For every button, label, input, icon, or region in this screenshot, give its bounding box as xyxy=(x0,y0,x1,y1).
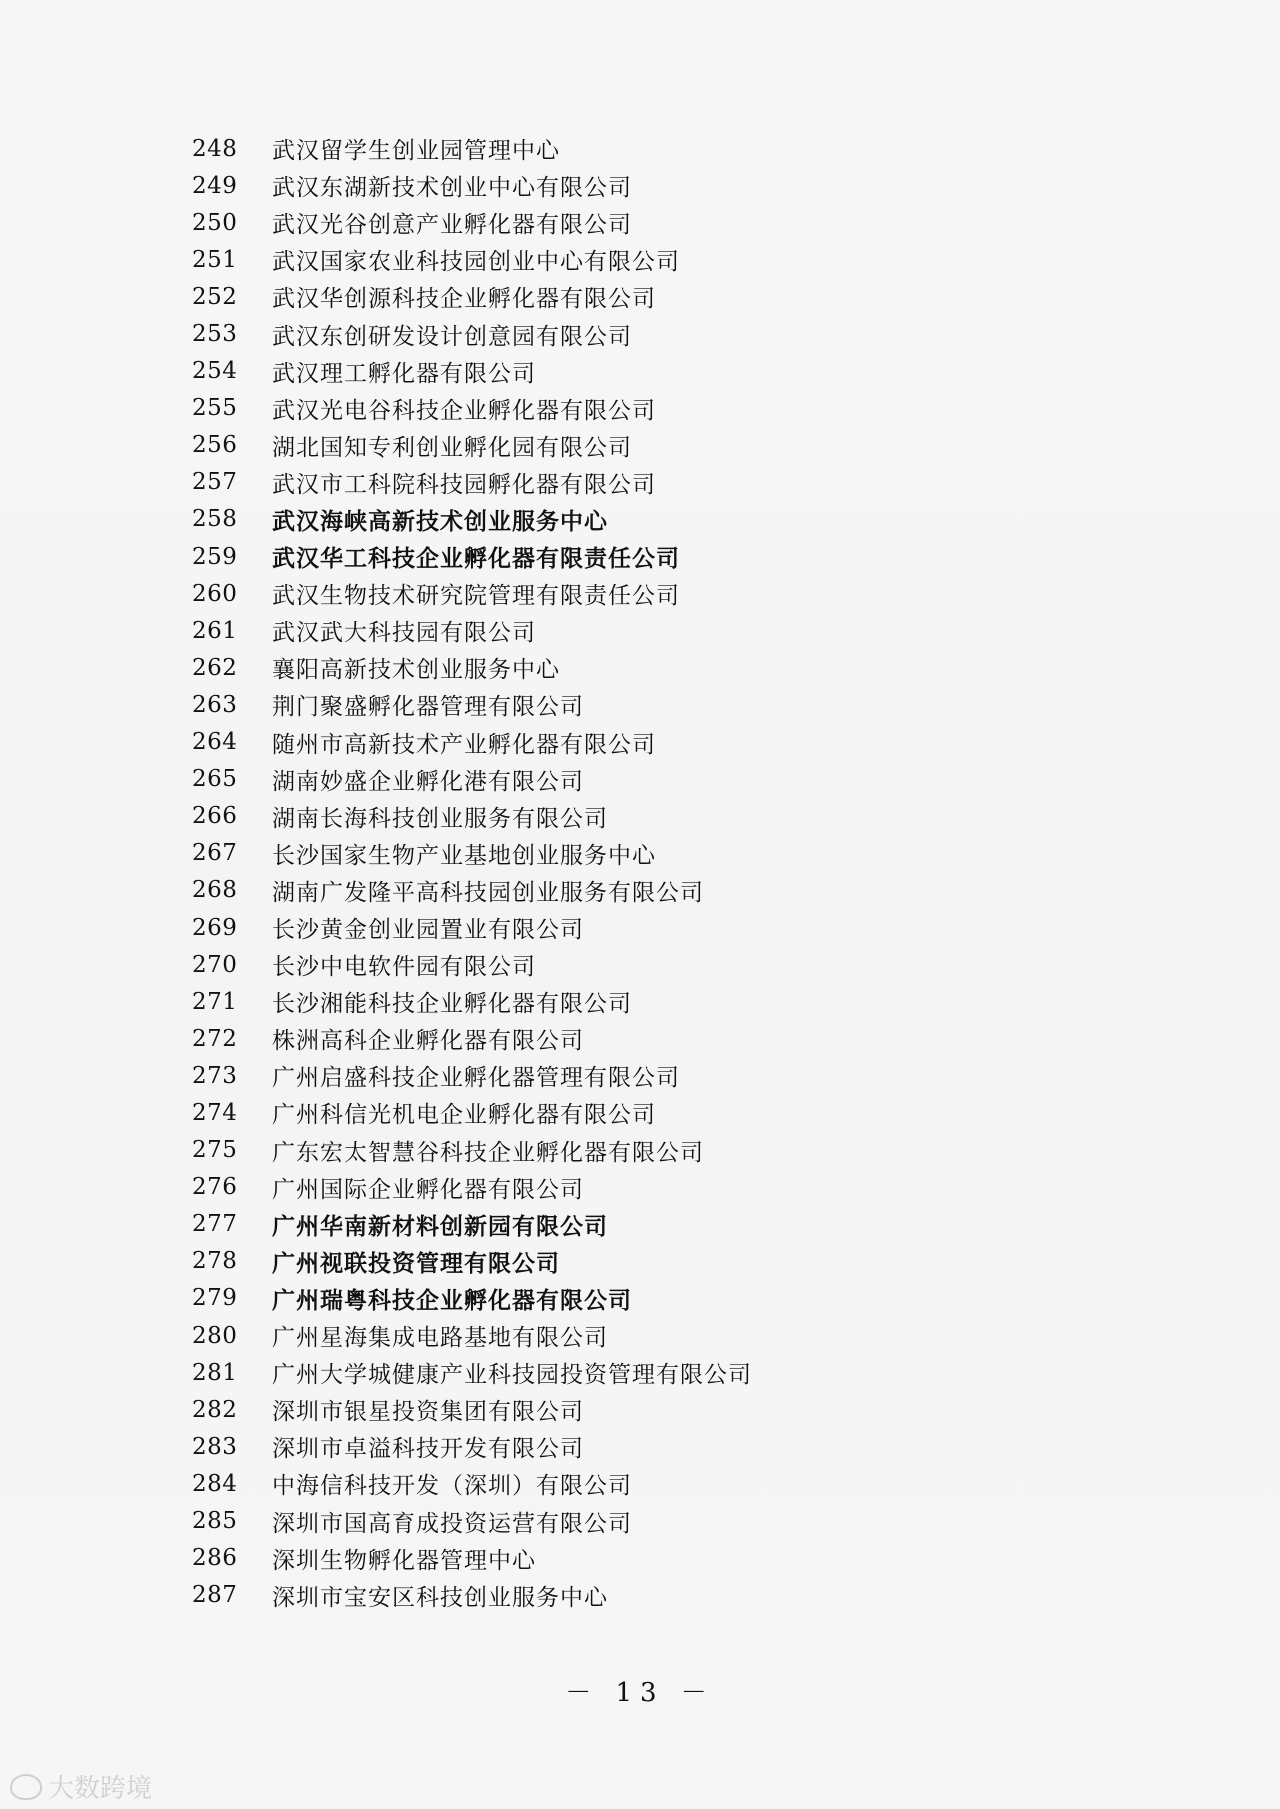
item-number: 267 xyxy=(192,840,238,867)
item-name: 武汉国家农业科技园创业中心有限公司 xyxy=(272,249,680,276)
list-item xyxy=(192,427,1092,464)
item-number: 249 xyxy=(192,172,238,199)
item-number: 279 xyxy=(192,1285,238,1312)
item-number: 285 xyxy=(192,1508,238,1535)
item-number: 273 xyxy=(192,1062,238,1089)
item-number: 265 xyxy=(192,766,238,793)
list-item xyxy=(192,612,1092,649)
list-item xyxy=(192,649,1092,686)
item-number: 256 xyxy=(192,432,238,459)
item-number: 251 xyxy=(192,246,238,273)
list-item xyxy=(192,390,1092,427)
list-item xyxy=(192,1280,1092,1317)
item-number: 271 xyxy=(192,988,238,1015)
item-name: 湖南妙盛企业孵化港有限公司 xyxy=(272,768,584,795)
list-item xyxy=(192,575,1092,612)
item-name: 武汉东湖新技术创业中心有限公司 xyxy=(272,175,632,202)
list-item xyxy=(192,167,1092,204)
list-item xyxy=(192,724,1092,761)
item-name: 武汉武大科技园有限公司 xyxy=(272,620,536,647)
list-item xyxy=(192,798,1092,835)
item-name: 深圳市国高育成投资运营有限公司 xyxy=(272,1510,632,1537)
list-item xyxy=(192,909,1092,946)
item-name: 广州视联投资管理有限公司 xyxy=(272,1250,560,1277)
list-item xyxy=(192,315,1092,352)
item-name: 武汉光电谷科技企业孵化器有限公司 xyxy=(272,397,656,424)
item-name: 武汉市工科院科技园孵化器有限公司 xyxy=(272,471,656,498)
item-number: 252 xyxy=(192,283,238,310)
item-name: 广州国际企业孵化器有限公司 xyxy=(272,1176,584,1203)
list-item xyxy=(192,1354,1092,1391)
item-number: 274 xyxy=(192,1099,238,1126)
item-number: 282 xyxy=(192,1396,238,1423)
item-name: 襄阳高新技术创业服务中心 xyxy=(272,657,560,684)
item-name: 武汉东创研发设计创意园有限公司 xyxy=(272,323,632,350)
list-item xyxy=(192,1094,1092,1131)
list-item xyxy=(192,1577,1092,1614)
list-item xyxy=(192,1540,1092,1577)
item-number: 270 xyxy=(192,951,238,978)
list-item xyxy=(192,1243,1092,1280)
item-number: 250 xyxy=(192,209,238,236)
list-item xyxy=(192,204,1092,241)
watermark-text: 大数跨境 xyxy=(48,1774,153,1804)
item-number: 280 xyxy=(192,1322,238,1349)
item-name: 武汉华工科技企业孵化器有限责任公司 xyxy=(272,546,680,573)
list-item xyxy=(192,278,1092,315)
item-name: 中海信科技开发（深圳）有限公司 xyxy=(272,1473,632,1500)
list-item xyxy=(192,1169,1092,1206)
list-item xyxy=(192,1206,1092,1243)
list-item xyxy=(192,538,1092,575)
item-number: 284 xyxy=(192,1470,238,1497)
list-item xyxy=(192,1132,1092,1169)
item-name: 广州科信光机电企业孵化器有限公司 xyxy=(272,1102,656,1129)
item-number: 287 xyxy=(192,1582,238,1609)
list-item xyxy=(192,241,1092,278)
item-name: 深圳生物孵化器管理中心 xyxy=(272,1547,536,1574)
item-name: 随州市高新技术产业孵化器有限公司 xyxy=(272,731,656,758)
item-number: 262 xyxy=(192,654,238,681)
item-number: 257 xyxy=(192,469,238,496)
item-name: 长沙黄金创业园置业有限公司 xyxy=(272,917,584,944)
list-item xyxy=(192,1020,1092,1057)
item-number: 277 xyxy=(192,1211,238,1238)
item-name: 长沙湘能科技企业孵化器有限公司 xyxy=(272,991,632,1018)
item-number: 281 xyxy=(192,1359,238,1386)
item-name: 武汉留学生创业园管理中心 xyxy=(272,138,560,165)
item-name: 广州星海集成电路基地有限公司 xyxy=(272,1325,608,1352)
watermark-logo-icon xyxy=(10,1774,42,1800)
item-number: 269 xyxy=(192,914,238,941)
list-item xyxy=(192,1428,1092,1465)
list-item xyxy=(192,872,1092,909)
item-name: 深圳市卓溢科技开发有限公司 xyxy=(272,1436,584,1463)
item-number: 276 xyxy=(192,1174,238,1201)
item-name: 武汉海峡高新技术创业服务中心 xyxy=(272,508,608,535)
item-name: 荆门聚盛孵化器管理有限公司 xyxy=(272,694,584,721)
item-number: 286 xyxy=(192,1545,238,1572)
item-name: 深圳市宝安区科技创业服务中心 xyxy=(272,1584,608,1611)
item-number: 255 xyxy=(192,395,238,422)
item-name: 武汉华创源科技企业孵化器有限公司 xyxy=(272,286,656,313)
list-item xyxy=(192,130,1092,167)
item-number: 264 xyxy=(192,729,238,756)
item-number: 283 xyxy=(192,1433,238,1460)
item-name: 长沙国家生物产业基地创业服务中心 xyxy=(272,842,656,869)
page-number: － 13 － xyxy=(565,1678,715,1708)
item-name: 武汉生物技术研究院管理有限责任公司 xyxy=(272,583,680,610)
list-item xyxy=(192,1057,1092,1094)
item-name: 深圳市银星投资集团有限公司 xyxy=(272,1399,584,1426)
list-item xyxy=(192,835,1092,872)
item-number: 275 xyxy=(192,1137,238,1164)
item-name: 广州大学城健康产业科技园投资管理有限公司 xyxy=(272,1362,752,1389)
item-number: 266 xyxy=(192,803,238,830)
item-name: 广州瑞粤科技企业孵化器有限公司 xyxy=(272,1287,632,1314)
item-number: 258 xyxy=(192,506,238,533)
item-name: 武汉光谷创意产业孵化器有限公司 xyxy=(272,212,632,239)
item-number: 272 xyxy=(192,1025,238,1052)
item-name: 武汉理工孵化器有限公司 xyxy=(272,360,536,387)
item-number: 248 xyxy=(192,135,238,162)
item-number: 260 xyxy=(192,580,238,607)
list-item xyxy=(192,761,1092,798)
list-item xyxy=(192,464,1092,501)
item-number: 263 xyxy=(192,691,238,718)
item-number: 254 xyxy=(192,358,238,385)
item-name: 湖南长海科技创业服务有限公司 xyxy=(272,805,608,832)
list-item xyxy=(192,1465,1092,1502)
item-name: 株洲高科企业孵化器有限公司 xyxy=(272,1028,584,1055)
item-name: 湖南广发隆平高科技园创业服务有限公司 xyxy=(272,879,704,906)
incubator-list xyxy=(192,130,1092,1614)
item-number: 268 xyxy=(192,877,238,904)
item-number: 261 xyxy=(192,617,238,644)
item-name: 广州华南新材料创新园有限公司 xyxy=(272,1213,608,1240)
list-item xyxy=(192,983,1092,1020)
item-name: 广东宏太智慧谷科技企业孵化器有限公司 xyxy=(272,1139,704,1166)
item-name: 湖北国知专利创业孵化园有限公司 xyxy=(272,434,632,461)
list-item xyxy=(192,946,1092,983)
list-item xyxy=(192,353,1092,390)
item-number: 253 xyxy=(192,321,238,348)
list-item xyxy=(192,686,1092,723)
list-item xyxy=(192,1391,1092,1428)
watermark xyxy=(10,1768,152,1805)
list-item xyxy=(192,1502,1092,1539)
item-name: 长沙中电软件园有限公司 xyxy=(272,954,536,981)
list-item xyxy=(192,1317,1092,1354)
list-item xyxy=(192,501,1092,538)
item-number: 259 xyxy=(192,543,238,570)
item-name: 广州启盛科技企业孵化器管理有限公司 xyxy=(272,1065,680,1092)
item-number: 278 xyxy=(192,1248,238,1275)
